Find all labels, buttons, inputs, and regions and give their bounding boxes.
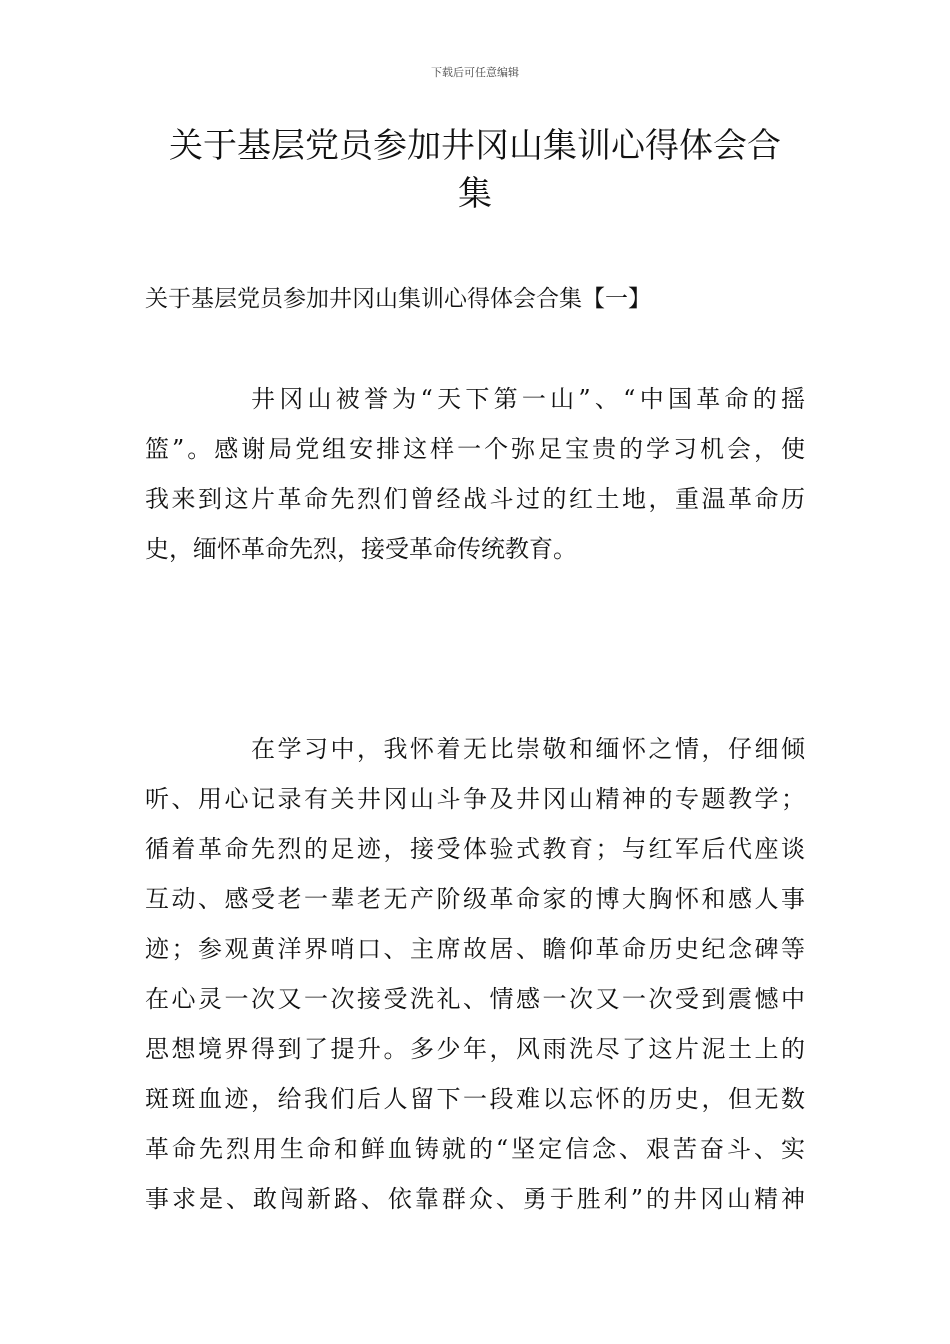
paragraph-line: 篮”。感谢局党组安排这样一个弥足宝贵的学习机会，使 (145, 435, 805, 463)
paragraph-2 (145, 724, 805, 1224)
section-heading: 关于基层党员参加井冈山集训心得体会合集【一】 (145, 286, 651, 312)
paragraph-line: 井冈山被誉为“天下第一山”、“中国革命的摇 (251, 385, 805, 413)
paragraph-line: 听、用心记录有关井冈山斗争及井冈山精神的专题教学； (145, 785, 805, 813)
paragraph-line: 循着革命先烈的足迹，接受体验式教育；与红军后代座谈 (145, 835, 805, 863)
document-title (145, 122, 805, 218)
paragraph-line: 事求是、敢闯新路、依靠群众、勇于胜利”的井冈山精神 (145, 1185, 805, 1213)
paragraph-line: 我来到这片革命先烈们曾经战斗过的红土地，重温革命历 (145, 485, 805, 513)
title-line-2: 集 (458, 174, 492, 214)
paragraph-line: 史，缅怀革命先烈，接受革命传统教育。 (145, 535, 577, 563)
paragraph-line: 在心灵一次又一次接受洗礼、情感一次又一次受到震憾中 (145, 985, 805, 1013)
paragraph-line: 思想境界得到了提升。多少年，风雨洗尽了这片泥土上的 (145, 1035, 805, 1063)
header-note: 下载后可任意编辑 (431, 66, 519, 79)
paragraph-line: 互动、感受老一辈老无产阶级革命家的博大胸怀和感人事 (145, 885, 805, 913)
paragraph-line: 在学习中，我怀着无比崇敬和缅怀之情，仔细倾 (251, 735, 805, 763)
paragraph-line: 斑斑血迹，给我们后人留下一段难以忘怀的历史，但无数 (145, 1085, 805, 1113)
paragraph-line: 迹；参观黄洋界哨口、主席故居、瞻仰革命历史纪念碑等 (145, 935, 805, 963)
paragraph-1 (145, 374, 805, 574)
paragraph-line: 革命先烈用生命和鲜血铸就的“坚定信念、艰苦奋斗、实 (145, 1135, 805, 1163)
title-line-1: 关于基层党员参加井冈山集训心得体会合 (169, 126, 781, 166)
